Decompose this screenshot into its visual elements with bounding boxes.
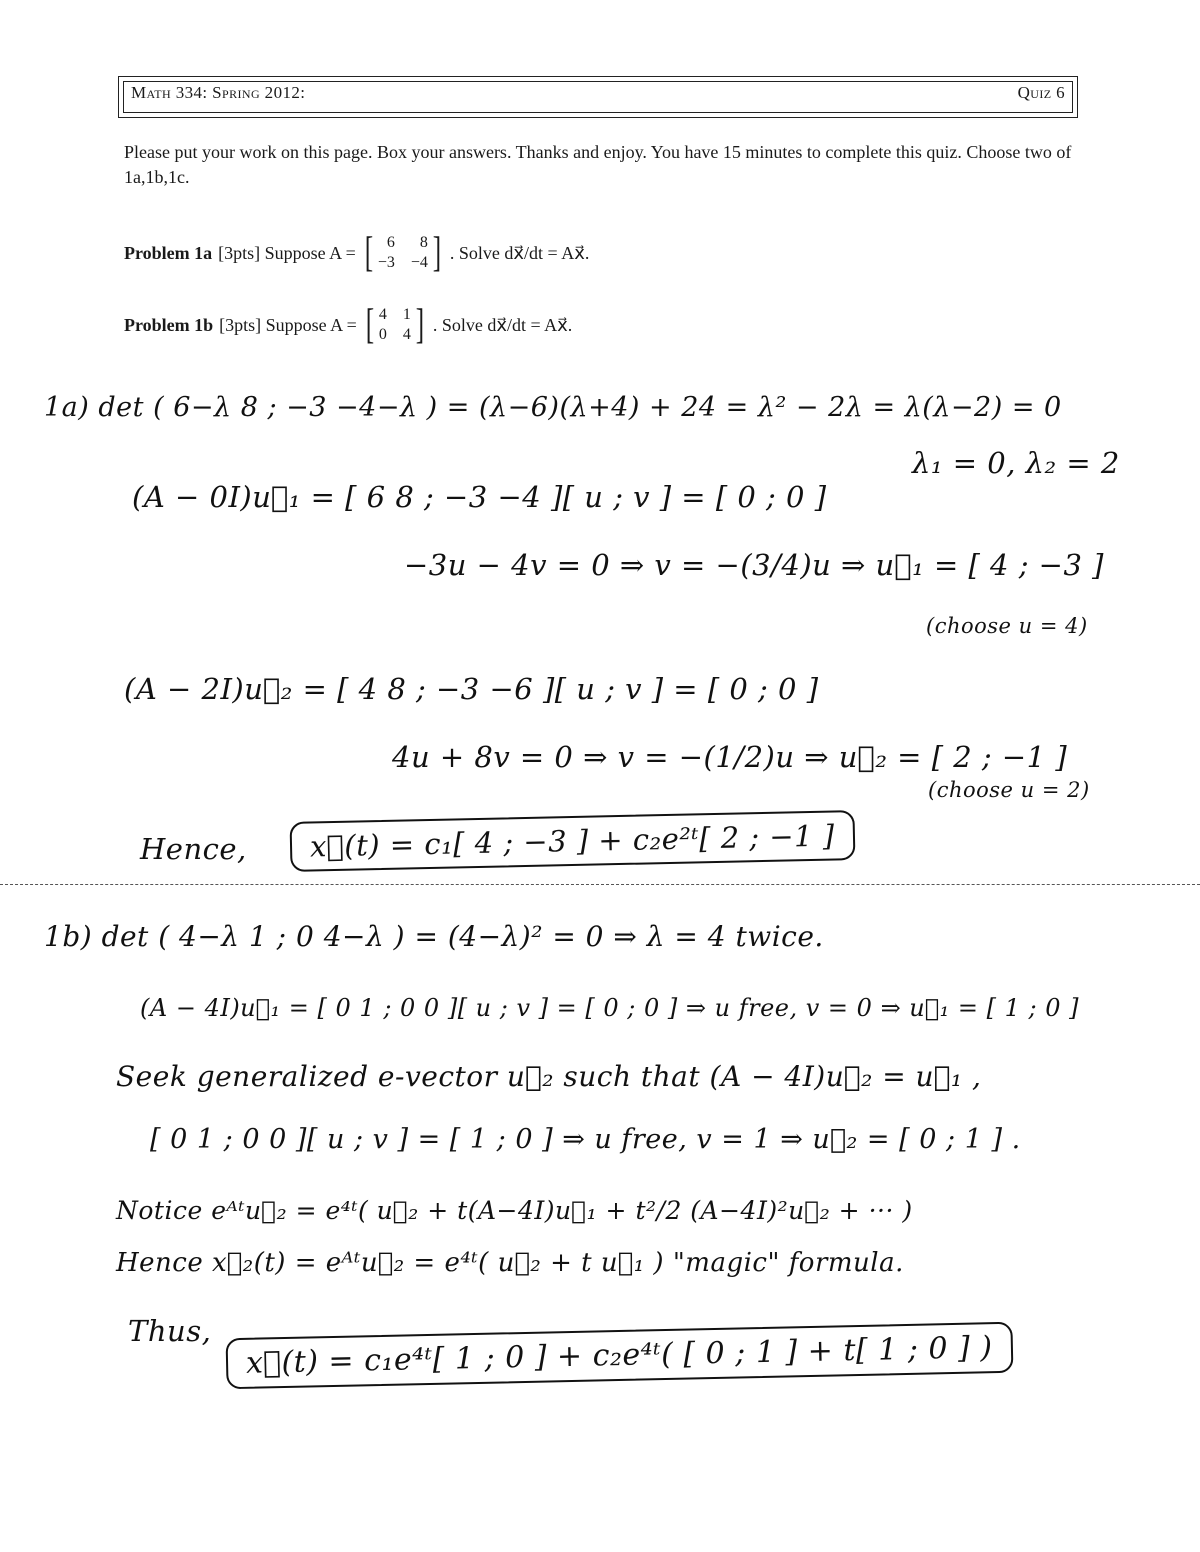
problem-1b xyxy=(124,304,572,346)
problem-1a-points: [3pts] Suppose A = xyxy=(218,242,356,263)
course-title: Math 334: Spring 2012: xyxy=(131,83,306,102)
header-box xyxy=(118,76,1078,118)
sol-1b-thus: Thus, xyxy=(128,1314,212,1348)
sol-1b-generalized-setup: Seek generalized e-vector u⃗₂ such that (A − 4I)u⃗₂ = u⃗₁ , xyxy=(116,1060,982,1093)
sol-1b-generalized-solve: [ 0 1 ; 0 0 ][ u ; v ] = [ 1 ; 0 ] ⇒ u free, v = 1 ⇒ u⃗₂ = [ 0 ; 1 ] . xyxy=(150,1124,1021,1155)
matrix-entry: 4 xyxy=(402,326,411,343)
sol-1b-matrix-exponential: Notice eᴬᵗu⃗₂ = e⁴ᵗ( u⃗₂ + t(A−4I)u⃗₁ + t²/2 (A−4I)²u⃗₂ + ··· ) xyxy=(116,1196,913,1225)
problem-1b-task: . Solve dx⃗/dt = Ax⃗. xyxy=(432,314,573,335)
problem-1a-matrix xyxy=(362,232,444,274)
left-bracket: [ xyxy=(365,302,375,348)
right-bracket: ] xyxy=(432,230,442,276)
section-divider xyxy=(0,884,1200,885)
sol-1b-final-answer: x⃗(t) = c₁e⁴ᵗ[ 1 ; 0 ] + c₂e⁴ᵗ( [ 0 ; 1 ] + t[ 1 ; 0 ] ) xyxy=(226,1322,1013,1389)
matrix-entry: 0 xyxy=(378,326,387,343)
quiz-number: Quiz 6 xyxy=(1017,83,1065,102)
matrix-entry: 4 xyxy=(378,306,387,323)
matrix-entry: 8 xyxy=(419,234,428,251)
sol-1a-eigvec2-solve: 4u + 8v = 0 ⇒ v = −(1/2)u ⇒ u⃗₂ = [ 2 ; −1 ] xyxy=(392,740,1068,774)
left-bracket: [ xyxy=(364,230,374,276)
problem-1a-task: . Solve dx⃗/dt = Ax⃗. xyxy=(449,242,590,263)
sol-1a-eigvec2-system: (A − 2I)u⃗₂ = [ 4 8 ; −3 −6 ][ u ; v ] = [ 0 ; 0 ] xyxy=(124,672,819,706)
right-bracket: ] xyxy=(415,302,425,348)
sol-1a-hence: Hence, xyxy=(140,832,247,866)
sol-1b-magic-formula: Hence x⃗₂(t) = eᴬᵗu⃗₂ = e⁴ᵗ( u⃗₂ + t u⃗₁ ) "magic" formula. xyxy=(116,1248,904,1278)
problem-1b-label: Problem 1b xyxy=(124,314,214,335)
problem-1a xyxy=(124,232,589,274)
sol-1b-characteristic-eq: 1b) det ( 4−λ 1 ; 0 4−λ ) = (4−λ)² = 0 ⇒ λ = 4 twice. xyxy=(44,920,824,953)
matrix-entry: −3 xyxy=(377,254,395,271)
sol-1a-choice-note-1: (choose u = 4) xyxy=(926,614,1088,638)
matrix-entry: −4 xyxy=(410,254,428,271)
sol-1a-choice-note-2: (choose u = 2) xyxy=(928,778,1090,802)
matrix-entry: 1 xyxy=(402,306,411,323)
problem-1b-points: [3pts] Suppose A = xyxy=(219,314,357,335)
sol-1a-characteristic-eq: 1a) det ( 6−λ 8 ; −3 −4−λ ) = (λ−6)(λ+4) + 24 = λ² − 2λ = λ(λ−2) = 0 xyxy=(44,392,1062,423)
sol-1a-eigvec1-system: (A − 0I)u⃗₁ = [ 6 8 ; −3 −4 ][ u ; v ] = [ 0 ; 0 ] xyxy=(132,480,827,514)
problem-1b-matrix xyxy=(363,304,427,346)
sol-1a-final-answer: x⃗(t) = c₁[ 4 ; −3 ] + c₂e²ᵗ[ 2 ; −1 ] xyxy=(290,810,856,872)
problem-1a-label: Problem 1a xyxy=(124,242,213,263)
matrix-entry: 6 xyxy=(386,234,395,251)
sol-1a-eigenvalues: λ₁ = 0, λ₂ = 2 xyxy=(912,446,1120,480)
sol-1a-eigvec1-solve: −3u − 4v = 0 ⇒ v = −(3/4)u ⇒ u⃗₁ = [ 4 ; −3 ] xyxy=(404,548,1104,582)
sol-1b-eigvec1: (A − 4I)u⃗₁ = [ 0 1 ; 0 0 ][ u ; v ] = [ 0 ; 0 ] ⇒ u free, v = 0 ⇒ u⃗₁ = [ 1 ; 0 ] xyxy=(140,994,1080,1022)
instructions: Please put your work on this page. Box your answers. Thanks and enjoy. You have 15 minutes to complete this quiz. Choose two of 1a,1b,1c. xyxy=(124,142,1072,187)
